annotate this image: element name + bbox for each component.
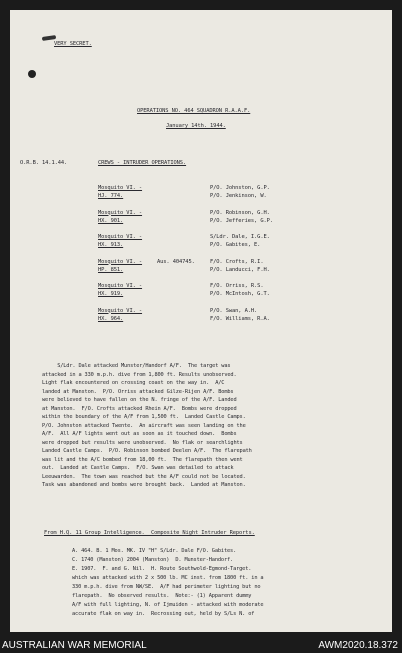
narrative-line: landed at Manston. P/O. Orriss attacked Gilze-Rijen A/F. Bombs	[42, 388, 234, 395]
crew-navigator: P/O. Landucci, F.H.	[210, 266, 270, 273]
narrative-line: attacked in a 330 m.p.h. dive from 1,800 ft. Results unobserved.	[42, 371, 237, 378]
narrative-line: Light flak encountered on crossing coast on the way in. A/C	[42, 380, 225, 386]
intelligence-line: A/F with full lighting, N. of Ijmuiden - attacked with moderate	[72, 602, 264, 608]
crew-serial: HJ. 774.	[98, 193, 124, 199]
narrative-line: A/F. All A/F lights went out as soon as it touched down. Bombs	[42, 431, 237, 437]
document-heading: OPERATIONS NO. 464 SQUADRON R.A.A.F.	[137, 108, 251, 114]
intelligence-line: C. 1740 (Manston) 2004 (Manston) D. Munster-Handorf.	[72, 557, 234, 563]
narrative-line: were believed to have fallen on the N. fringe of the A/F. Landed	[42, 397, 237, 403]
intelligence-line: 330 m.p.h. dive from NW/SE. A/F had perimeter lighting but no	[72, 584, 261, 590]
crew-serial: HX. 964.	[98, 315, 124, 322]
narrative-line: S/Ldr. Dale attacked Munster/Handorf A/F. The target was	[42, 363, 231, 369]
crew-aircraft: Mosquito VI. -	[98, 234, 143, 240]
crew-serial: HX. 919.	[98, 291, 124, 297]
crew-navigator: P/O. McIntosh, G.T.	[210, 291, 270, 297]
crew-aircraft: Mosquito VI. -	[98, 209, 143, 216]
crew-aircraft: Mosquito VI. -	[98, 283, 143, 289]
crew-aircraft: Mosquito VI. -	[98, 258, 143, 265]
classification: VERY SECRET.	[54, 41, 92, 47]
narrative-line: at Manston. F/O. Crofts attacked Rhein A/F. Bombs were dropped	[42, 405, 237, 412]
narrative-line: Landed Castle Camps. P/O. Robinson bombed Deelen A/F. The flarepath	[42, 448, 252, 454]
orb-reference: O.R.B. 14.1.44.	[20, 160, 68, 166]
intelligence-line: which was attacked with 2 x 500 lb. MC inst. from 1800 ft. in a	[72, 575, 264, 581]
crew-serial: HX. 901.	[98, 217, 124, 224]
crew-pilot: F/O. Orriss, R.S.	[210, 283, 264, 289]
document-date: January 14th. 1944.	[166, 123, 226, 129]
punch-hole	[28, 70, 36, 78]
narrative-line: was lit and the A/C bombed from 18,00 ft. The flarepath then went	[42, 456, 243, 463]
narrative-line: Leeuwarden. The town was reached but the A/F could not be located.	[42, 473, 246, 480]
crew-aircraft: Mosquito VI. -	[98, 307, 143, 314]
intelligence-line: flarepath. No observed results. Note:- (1) Apparent dummy	[72, 593, 252, 599]
crew-pilot: F/O. Crofts, R.I.	[210, 258, 264, 265]
crew-pilot: P/O. Robinson, G.H.	[210, 209, 270, 216]
intelligence-line: accurate flak on way in. Recrossing out, held by S/Ls N. of	[72, 611, 255, 617]
crews-title: CREWS - INTRUDER OPERATIONS.	[98, 160, 187, 166]
narrative-line: within the boundary of the A/F from 1,500 ft. Landed Castle Camps.	[42, 414, 246, 420]
narrative-line: P/O. Johnston attacked Twente. An aircraft was seen landing on the	[42, 422, 246, 429]
narrative-line: out. Landed at Castle Camps. F/O. Swan was detailed to attack	[42, 465, 234, 471]
intelligence-line: A. 464. B. 1 Mos. MK. IV "H" S/Ldr. Dale F/O. Gabites.	[72, 548, 237, 554]
crew-serial: HP. 851.	[98, 266, 124, 273]
footer-accession-number: AWM2020.18.372	[318, 640, 398, 651]
crew-navigator: P/O. Gabites, E.	[210, 242, 261, 248]
crew-service-number: Aus. 404745.	[157, 258, 195, 265]
crew-aircraft: Mosquito VI. -	[98, 185, 143, 191]
intelligence-line: E. 1907. F. and G. Nil. H. Route Southwold-Egmond-Target.	[72, 566, 252, 572]
intelligence-title: From H.Q. 11 Group Intelligence. Composite Night Intruder Reports.	[44, 530, 255, 536]
crew-serial: HX. 913.	[98, 242, 124, 248]
narrative-line: were dropped but results were unobserved. No flak or searchlights	[42, 439, 243, 446]
narrative-line: Task was abandoned and bombs were brought back. Landed at Manston.	[42, 482, 246, 488]
crew-pilot: S/Ldr. Dale, I.G.E.	[210, 234, 270, 240]
crew-navigator: P/O. Jefferies, G.P.	[210, 217, 273, 224]
crew-navigator: F/O. Williams, R.A.	[210, 315, 270, 322]
footer-institution: AUSTRALIAN WAR MEMORIAL	[2, 640, 147, 651]
crew-pilot: P/O. Swan, A.H.	[210, 307, 258, 314]
crew-navigator: P/O. Jenkinson, W.	[210, 193, 267, 199]
document-page	[10, 10, 392, 632]
crew-pilot: P/O. Johnston, G.P.	[210, 185, 270, 191]
